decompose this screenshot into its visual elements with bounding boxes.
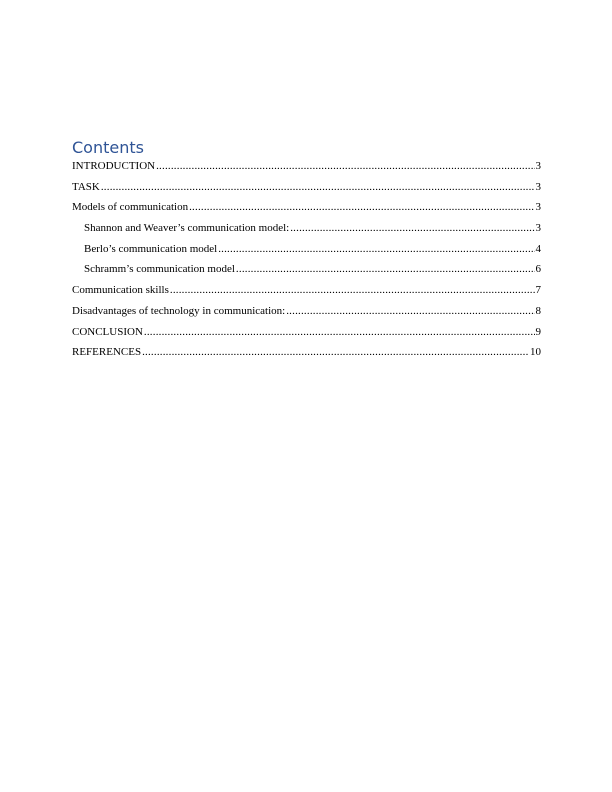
toc-entry-communication-skills[interactable] bbox=[72, 284, 541, 297]
toc-entry-page-number: 4 bbox=[535, 242, 541, 255]
toc-entry-label: REFERENCES bbox=[72, 346, 142, 359]
toc-entry-disadvantages-of-technology[interactable] bbox=[72, 305, 541, 318]
toc-entry-label: CONCLUSION bbox=[72, 325, 143, 338]
toc-dot-leader bbox=[170, 284, 535, 297]
toc-entry-page-number: 8 bbox=[535, 304, 541, 317]
toc-dot-leader bbox=[156, 160, 534, 173]
toc-entry-page-number: 10 bbox=[530, 346, 541, 359]
toc-entry-shannon-weaver-model[interactable] bbox=[72, 222, 541, 235]
toc-dot-leader bbox=[290, 222, 534, 235]
toc-dot-leader bbox=[286, 305, 534, 318]
toc-entry-page-number: 7 bbox=[535, 284, 541, 297]
toc-list bbox=[72, 160, 541, 359]
toc-dot-leader bbox=[236, 263, 535, 276]
toc-entry-task[interactable] bbox=[72, 181, 541, 194]
toc-entry-label: TASK bbox=[72, 180, 100, 193]
toc-entry-introduction[interactable] bbox=[72, 160, 541, 173]
toc-dot-leader bbox=[144, 326, 535, 339]
toc-dot-leader bbox=[101, 181, 535, 194]
toc-entry-label: Disadvantages of technology in communication: bbox=[72, 304, 286, 317]
toc-entry-label: Berlo’s communication model bbox=[84, 242, 218, 255]
toc-entry-berlo-model[interactable] bbox=[72, 243, 541, 256]
toc-entry-page-number: 3 bbox=[535, 201, 541, 214]
toc-entry-label: Shannon and Weaver’s communication model: bbox=[84, 222, 290, 235]
toc-entry-page-number: 6 bbox=[535, 263, 541, 276]
toc-entry-label: Communication skills bbox=[72, 284, 169, 297]
toc-dot-leader bbox=[189, 201, 534, 214]
toc-dot-leader bbox=[142, 346, 529, 359]
toc-entry-page-number: 3 bbox=[535, 222, 541, 235]
toc-entry-label: Models of communication bbox=[72, 201, 189, 214]
toc-entry-label: INTRODUCTION bbox=[72, 160, 156, 172]
toc-entry-references[interactable] bbox=[72, 346, 541, 359]
toc-entry-schramm-model[interactable] bbox=[72, 263, 541, 276]
toc-dot-leader bbox=[218, 243, 534, 256]
toc-entry-page-number: 3 bbox=[535, 180, 541, 193]
toc-entry-conclusion[interactable] bbox=[72, 326, 541, 339]
toc-entry-page-number: 3 bbox=[535, 160, 541, 172]
toc-entry-models-of-communication[interactable] bbox=[72, 201, 541, 214]
toc-title: Contents bbox=[72, 138, 144, 157]
toc-entry-label: Schramm’s communication model bbox=[84, 263, 235, 276]
table-of-contents bbox=[72, 138, 541, 367]
toc-entry-page-number: 9 bbox=[535, 325, 541, 338]
